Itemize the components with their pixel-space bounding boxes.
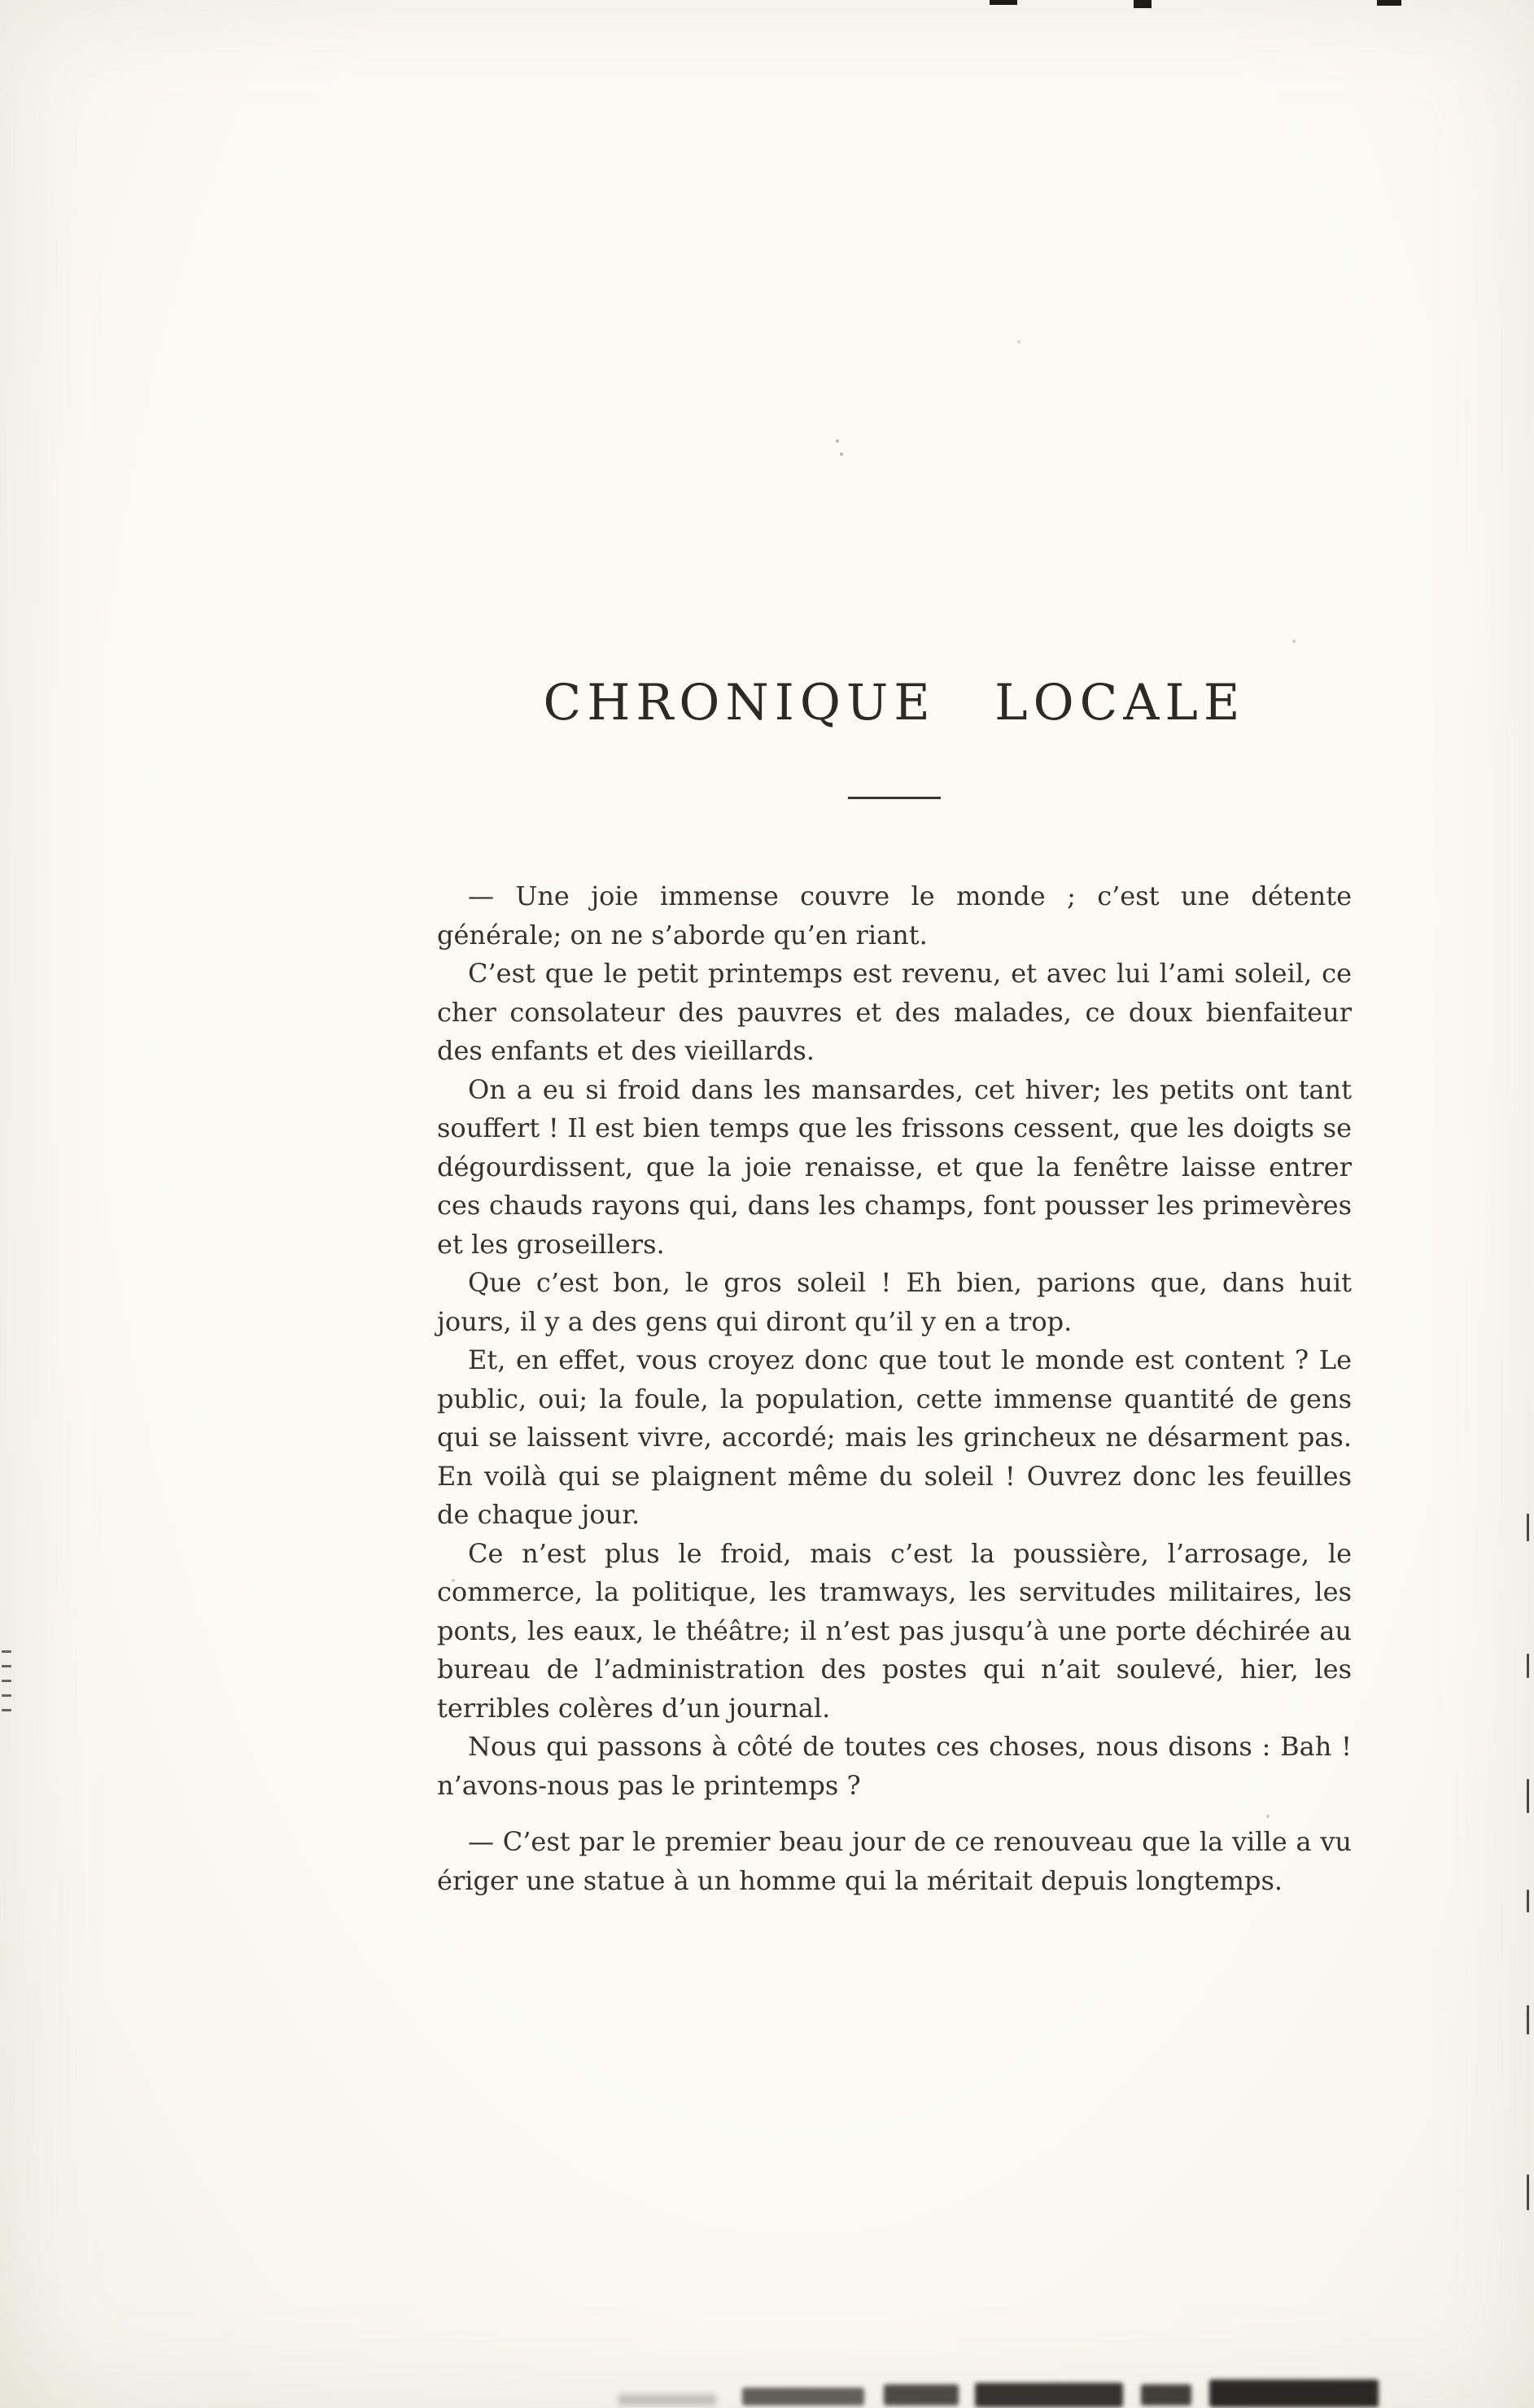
paper-speck: [840, 452, 843, 456]
paragraph: — C’est par le premier beau jour de ce renouveau que la ville a vu ériger une statue à un homme qui la méritait depuis longtemps.: [437, 1826, 1352, 1896]
scan-artifact-top-mark: [1377, 0, 1401, 6]
paper-speck: [1292, 640, 1296, 643]
page-title: CHRONIQUE LOCALE: [543, 674, 1246, 732]
paragraph: Nous qui passons à côté de toutes ces choses, nous disons : Bah ! n’avons-nous pas le printemps ?: [437, 1731, 1352, 1801]
scan-artifact-bottom-smudge: [1209, 2380, 1379, 2407]
scan-artifact-bottom-smudge: [1141, 2384, 1191, 2406]
paragraph: Ce n’est plus le froid, mais c’est la poussière, l’arrosage, le commerce, la politique, les tramways, les servitudes militaires, les ponts, les eaux, le théâtre; il n’est pas jusqu’à une porte déchirée au bureau de l’administration des postes qui n’ait soulevé, hier, les terribles colères d’un journal.: [437, 1537, 1352, 1724]
paper-speck: [836, 439, 839, 443]
scan-artifact-edge-tick: [1527, 1654, 1529, 1678]
scan-artifact-edge-tick: [1527, 1890, 1529, 1912]
scan-artifact-left-dash: [2, 1650, 11, 1653]
paragraph: C’est que le petit printemps est revenu, et avec lui l’ami soleil, ce cher consolateur des pauvres et des malades, ce doux bienfaiteur des enfants et des vieillards.: [437, 958, 1352, 1066]
scan-artifact-left-dash: [2, 1680, 11, 1682]
article-body: [437, 877, 1352, 1900]
scan-artifact-edge-tick: [1527, 1514, 1529, 1541]
scan-artifact-bottom-smudge: [884, 2384, 959, 2406]
paragraph: — Une joie immense couvre le monde ; c’est une détente générale; on ne s’aborde qu’en riant.: [437, 881, 1352, 951]
scan-artifact-top-mark: [1134, 0, 1152, 8]
scan-artifact-bottom-smudge: [618, 2394, 716, 2406]
scan-artifact-bottom-smudge: [742, 2388, 864, 2406]
scan-artifact-top-mark: [990, 0, 1017, 5]
scan-artifact-bottom-smudge: [975, 2383, 1123, 2407]
paragraph: Et, en effet, vous croyez donc que tout le monde est content ? Le public, oui; la foule, la population, cette immense quantité de gens qui se laissent vivre, accordé; mais les grincheux ne désarment pas. En voilà qui se plaignent même du soleil ! Ouvrez donc les feuilles de chaque jour.: [437, 1344, 1352, 1530]
scan-artifact-edge-tick: [1527, 1779, 1529, 1813]
paragraph: Que c’est bon, le gros soleil ! Eh bien, parions que, dans huit jours, il y a des gens qui diront qu’il y en a trop.: [437, 1267, 1352, 1337]
scan-artifact-edge-tick: [1527, 2174, 1529, 2210]
scan-artifact-edge-tick: [1527, 2005, 1529, 2034]
title-divider: [848, 797, 941, 799]
scan-artifact-left-dash: [2, 1665, 11, 1667]
paper-speck: [1017, 340, 1020, 343]
scan-artifact-left-dash: [2, 1709, 11, 1711]
paragraph: On a eu si froid dans les mansardes, cet hiver; les petits ont tant souffert ! Il est bien temps que les frissons cessent, que les doigts se dégourdissent, que la joie renaisse, et que la fenêtre laisse entrer ces chauds rayons qui, dans les champs, font pousser les primevères et les groseillers.: [437, 1073, 1352, 1260]
scan-artifact-left-dash: [2, 1694, 11, 1697]
